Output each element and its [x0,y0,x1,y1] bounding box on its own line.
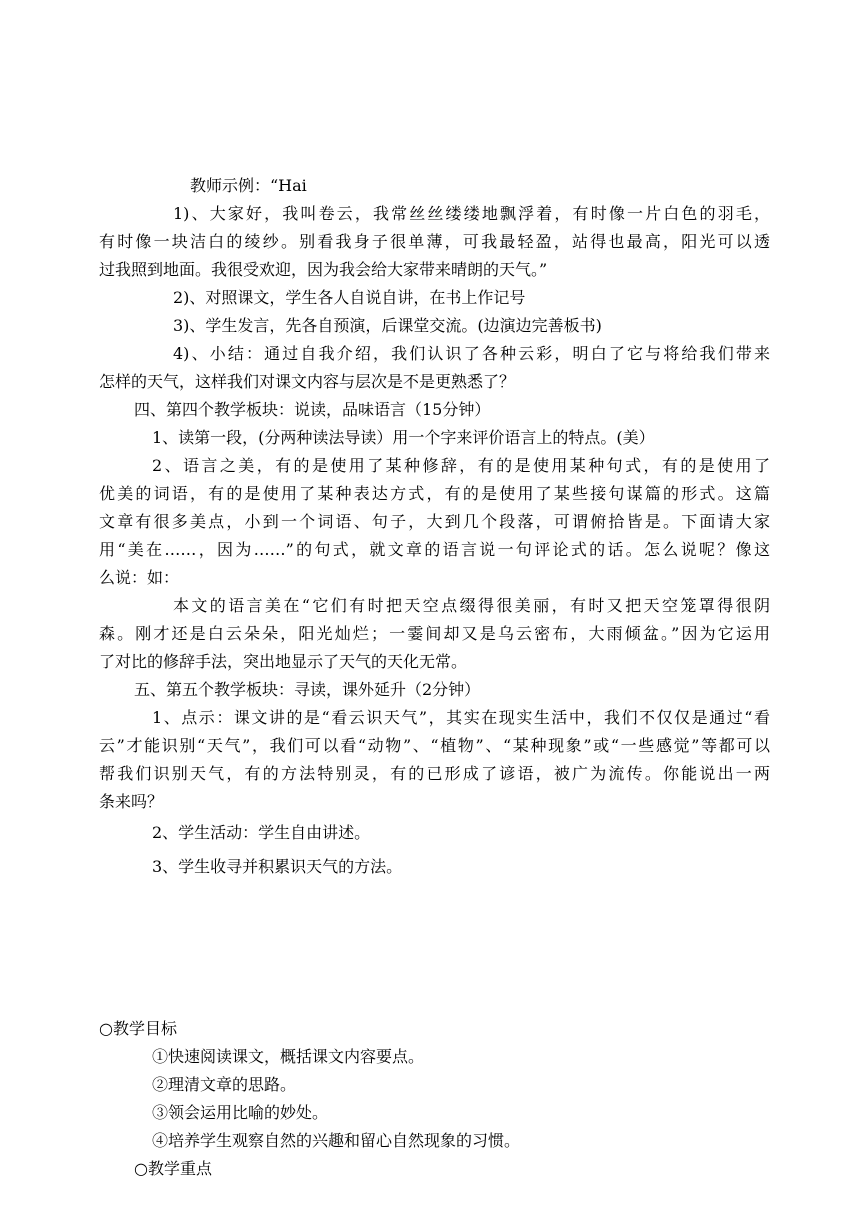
example-line-1: 本文的语言美在“它们有时把天空点缀得很美丽，有时又把天空笼罩得很阴 [173,596,770,615]
paragraph-1-line-1: 1)、大家好，我叫卷云，我常丝丝缕缕地飘浮着，有时像一片白色的羽毛， [173,204,770,223]
example-line-3: 了对比的修辞手法，突出地显示了天气的天化无常。 [99,652,468,671]
section-4-item-2-line-1: 2、语言之美，有的是使用了某种修辞，有的是使用某种句式，有的是使用了 [152,456,770,475]
paragraph-1-line-3: 过我照到地面。我很受欢迎，因为我会给大家带来晴朗的天气。” [99,260,548,279]
paragraph-3: 3)、学生发言，先各自预演，后课堂交流。(边演边完善板书) [173,316,602,335]
section-5-item-2: 2、学生活动：学生自由讲述。 [152,823,371,842]
goal-item-2: ②理清文章的思路。 [152,1075,297,1094]
paragraph-1-line-2: 有时像一块洁白的绫纱。别看我身子很单薄，可我最轻盈，站得也最高，阳光可以透 [99,232,770,251]
goal-item-3: ③领会运用比喻的妙处。 [152,1103,329,1122]
section-4-item-2-line-2: 优美的词语，有的是使用了某种表达方式，有的是使用了某些接句谋篇的形式。这篇 [99,484,770,503]
section-4-item-2-line-3: 文章有很多美点，小到一个词语、句子，大到几个段落，可谓俯拾皆是。下面请大家 [99,512,770,531]
goal-item-4: ④培养学生观察自然的兴趣和留心自然现象的习惯。 [152,1131,521,1150]
section-5-item-1-line-3: 帮我们识别天气，有的方法特别灵，有的已形成了谚语，被广为流传。你能说出一两 [99,764,770,783]
section-4-title: 四、第四个教学板块：说读，品味语言（15分钟） [134,400,491,419]
section-5-item-3: 3、学生收寻并积累识天气的方法。 [152,857,403,876]
paragraph-4-line-2: 怎样的天气，这样我们对课文内容与层次是不是更熟悉了？ [99,372,516,391]
teaching-goals-title: ○教学目标 [99,1019,177,1038]
example-line-2: 森。刚才还是白云朵朵，阳光灿烂；一霎间却又是乌云密布，大雨倾盆。”因为它运用 [99,624,770,643]
section-4-item-1: 1、读第一段，(分两种读法导读）用一个字来评价语言上的特点。(美） [152,428,655,447]
goal-item-1: ①快速阅读课文，概括课文内容要点。 [152,1047,425,1066]
paragraph-2: 2)、对照课文，学生各人自说自讲，在书上作记号 [173,288,526,307]
section-5-item-1-line-1: 1、点示：课文讲的是“看云识天气”，其实在现实生活中，我们不仅仅是通过“看 [152,708,770,727]
section-5-item-1-line-4: 条来吗？ [99,792,164,811]
teacher-example-heading: 教师示例：“Hai [190,176,307,195]
teaching-focus-title: ○教学重点 [134,1159,212,1178]
section-5-title: 五、第五个教学板块：寻读，课外延升（2分钟） [134,680,481,699]
paragraph-4-line-1: 4)、小结：通过自我介绍，我们认识了各种云彩，明白了它与将给我们带来 [173,344,770,363]
section-4-item-2-line-5: 么说：如： [99,568,180,587]
section-4-item-2-line-4: 用“美在……，因为……”的句式，就文章的语言说一句评论式的话。怎么说呢？像这 [99,540,770,559]
section-5-item-1-line-2: 云”才能识别“天气”，我们可以看“动物”、“植物”、“某种现象”或“一些感觉”等都可以 [99,736,770,755]
